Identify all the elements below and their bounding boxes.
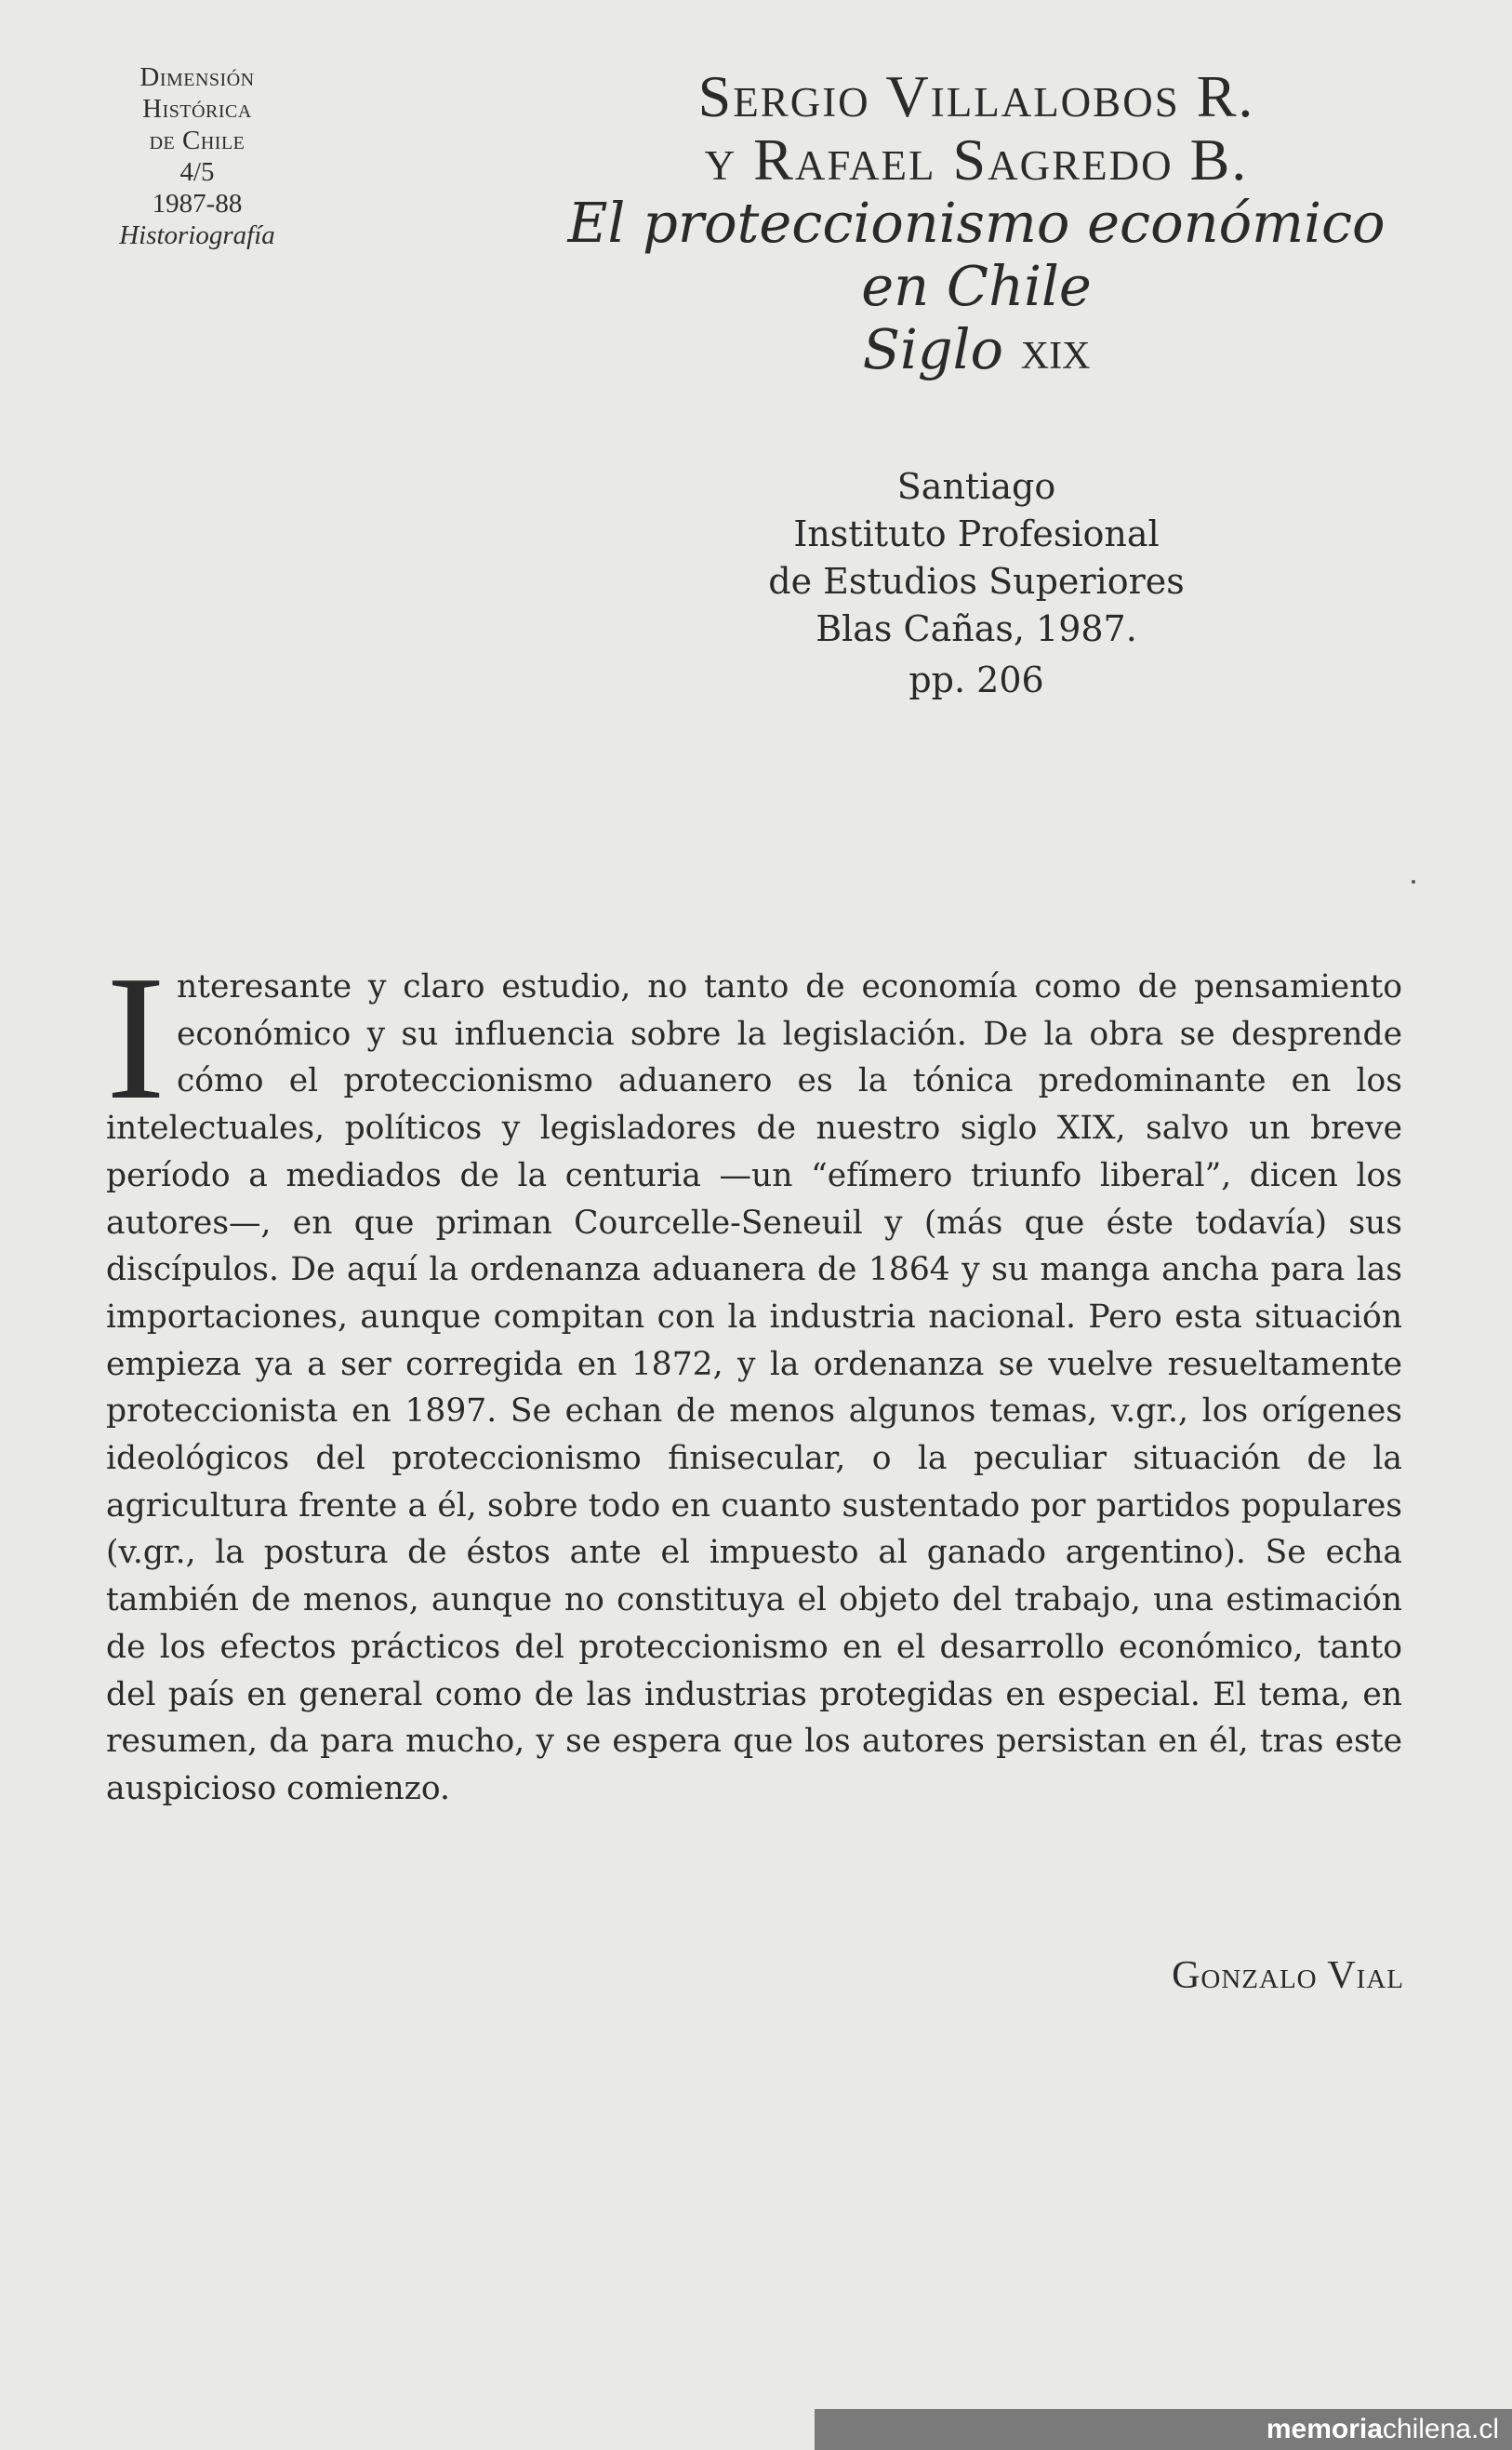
journal-name-line3: de Chile <box>149 126 245 155</box>
book-title-century-word: Siglo <box>862 317 1021 381</box>
journal-section: Historiografía <box>119 220 275 250</box>
review-body <box>106 939 1402 1813</box>
publication-info <box>651 463 1302 704</box>
book-title-line-2: en Chile <box>861 254 1092 318</box>
journal-name-line1: Dimensión <box>139 62 255 92</box>
reviewer-signature: Gonzalo Vial <box>1172 1954 1404 1997</box>
drop-cap: I <box>106 939 166 1137</box>
watermark-regular-text: chilena.cl <box>1382 2414 1499 2444</box>
publisher-line-1: Instituto Profesional <box>793 513 1160 554</box>
publication-city: Santiago <box>896 466 1056 507</box>
book-title-century-numeral: xix <box>1020 319 1091 380</box>
book-title-line-3 <box>502 318 1451 381</box>
print-speck <box>1412 880 1415 884</box>
review-paragraph: nteresante y claro estudio, no tanto de economía como de pensamiento económico y su influencia sobre la legislación. De la obra se desprende cómo el proteccionismo aduanero es la tónica predominante en los intelectuales, políticos y legisladores de nuestro siglo XIX, salvo un breve período a mediados de la centuria —un “efímero triunfo liberal”, dicen los autores—, en que priman Courcelle-Seneuil y (más que éste todavía) sus discípulos. De aquí la ordenanza aduanera de 1864 y su manga ancha para las importaciones, aunque compitan con la industria nacional. Pero esta situación empieza ya a ser corregida en 1872, y la ordenanza se vuelve resueltamente proteccionista en 1897. Se echan de menos algunos temas, v.gr., los orígenes ideológicos del proteccionismo finisecular, o la peculiar situación de la agricultura frente a él, sobre todo en cuanto sustentado por partidos populares (v.gr., la postura de éstos ante el impuesto al ganado argentino). Se echa también de menos, aunque no constituya el objeto del trabajo, una estimación de los efectos prácticos del proteccionismo en el desarrollo económico, tanto del país en general como de las industrias protegidas en especial. El tema, en resumen, da para mucho, y se espera que los autores persistan en él, tras este auspicioso comienzo. <box>106 968 1402 1807</box>
journal-info <box>86 61 309 251</box>
journal-issue: 4/5 <box>179 157 215 187</box>
page-count: pp. 206 <box>909 659 1044 700</box>
site-watermark <box>815 2409 1512 2450</box>
publisher-line-2: de Estudios Superiores <box>768 561 1185 602</box>
journal-name-line2: Histórica <box>142 94 252 124</box>
watermark-bold-text: memoria <box>1266 2414 1383 2444</box>
publisher-line-3: Blas Cañas, 1987. <box>816 608 1137 649</box>
author-line-1: Sergio Villalobos R. <box>697 63 1255 129</box>
book-header <box>502 65 1451 381</box>
journal-years: 1987-88 <box>152 189 243 219</box>
author-line-2: y Rafael Sagredo B. <box>704 126 1249 193</box>
book-title-line-1: El proteccionismo económico <box>567 191 1386 255</box>
